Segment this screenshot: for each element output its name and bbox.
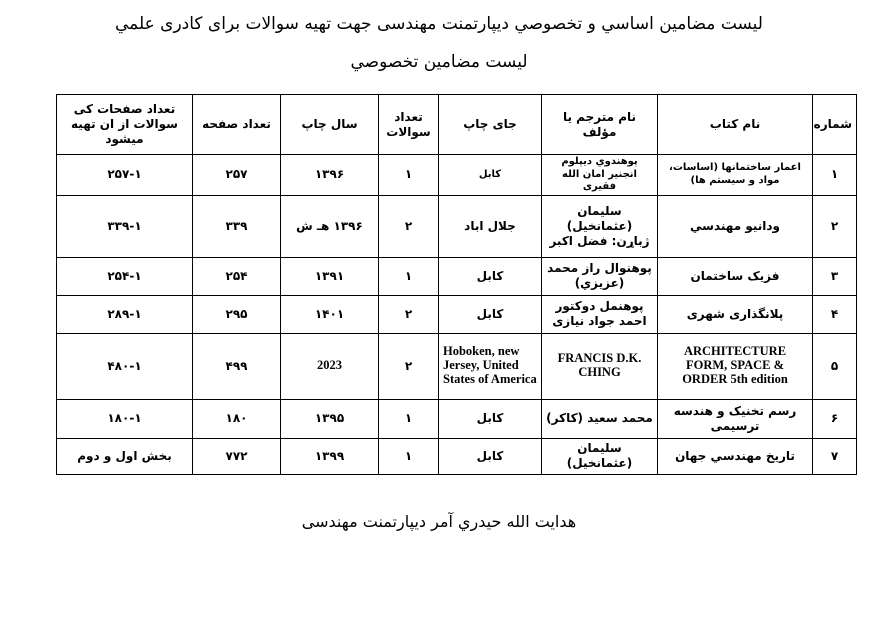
table-row — [57, 333, 857, 399]
signature-line: هدایت الله حیدري آمر ديپارتمنت مهندسی — [301, 512, 577, 531]
table-header-row — [57, 95, 857, 155]
cell-questions: ١ — [379, 399, 439, 438]
table-row — [57, 399, 857, 438]
cell-author: FRANCIS D.K. CHING — [542, 333, 658, 399]
cell-question-pages: ١-٢۵٧ — [57, 155, 193, 196]
cell-question-pages: ١-٢٨٩ — [57, 295, 193, 333]
cell-pages: ٢۵٧ — [193, 155, 281, 196]
cell-pages: ٣٣٩ — [193, 195, 281, 257]
cell-question-pages: ١-١٨٠ — [57, 399, 193, 438]
cell-book-name: رسم تخنیک و هندسه ترسیمی — [658, 399, 813, 438]
cell-author: پوهنوال راز محمد (عزیزي) — [542, 257, 658, 295]
cell-questions: ٢ — [379, 195, 439, 257]
cell-pages: ٢۵۴ — [193, 257, 281, 295]
cell-pages: ٧٧٢ — [193, 438, 281, 474]
cell-question-pages: ١-٣٣٩ — [57, 195, 193, 257]
cell-questions: ٢ — [379, 333, 439, 399]
cell-author: محمد سعید (کاکر) — [542, 399, 658, 438]
cell-question-pages: بخش اول و دوم — [57, 438, 193, 474]
table-row — [57, 295, 857, 333]
cell-number: ۶ — [813, 399, 857, 438]
table-row — [57, 155, 857, 196]
cell-pages: ۴٩٩ — [193, 333, 281, 399]
cell-book-name: فزیک ساختمان — [658, 257, 813, 295]
cell-year: 2023 — [281, 333, 379, 399]
cell-questions: ١ — [379, 155, 439, 196]
cell-year: ١٣٩۵ — [281, 399, 379, 438]
cell-number: ٣ — [813, 257, 857, 295]
cell-question-pages: ١-٢۵۴ — [57, 257, 193, 295]
cell-questions: ٢ — [379, 295, 439, 333]
cell-book-name: اعمار ساختمانها (اساسات، مواد و سیستم ها) — [658, 155, 813, 196]
cell-place: جلال اباد — [439, 195, 542, 257]
header-question-pages: تعداد صفحات کی سوالات از ان تهیه میشود — [57, 95, 193, 155]
header-questions: تعداد سوالات — [379, 95, 439, 155]
cell-year: ١٣٩۶ — [281, 155, 379, 196]
cell-year: ١۴٠١ — [281, 295, 379, 333]
table-row — [57, 438, 857, 474]
cell-questions: ١ — [379, 438, 439, 474]
cell-number: ١ — [813, 155, 857, 196]
cell-book-name: پلانگذاری شهری — [658, 295, 813, 333]
cell-book-name: ودانیو مهندسي — [658, 195, 813, 257]
cell-place: Hoboken, new Jersey, United States of America — [439, 333, 542, 399]
cell-number: ۴ — [813, 295, 857, 333]
cell-place: کابل — [439, 257, 542, 295]
cell-year: ١٣٩٩ — [281, 438, 379, 474]
cell-author: سلیمان (عثمانخیل) — [542, 438, 658, 474]
cell-place: کابل — [439, 295, 542, 333]
header-year: سال چاپ — [281, 95, 379, 155]
cell-year: ١٣٩۶ هـ ش — [281, 195, 379, 257]
header-number: شماره — [813, 95, 857, 155]
cell-author: پوهندوي ديپلوم انجنیر امان الله فقیری — [542, 155, 658, 196]
cell-question-pages: ١-۴٨٠ — [57, 333, 193, 399]
document-subtitle: لیست مضامین تخصوصي — [350, 52, 528, 72]
table-row — [57, 257, 857, 295]
cell-place: کابل — [439, 155, 542, 196]
header-book-name: نام کتاب — [658, 95, 813, 155]
cell-pages: ١٨٠ — [193, 399, 281, 438]
document-title: لیست مضامین اساسي و تخصوصي ديپارتمنت مهندسی جهت تهیه سوالات برای کادری علمي — [114, 14, 763, 34]
cell-place: کابل — [439, 399, 542, 438]
cell-number: ٧ — [813, 438, 857, 474]
cell-number: ۵ — [813, 333, 857, 399]
cell-author: پوهنمل دوکتور احمد جواد نیازی — [542, 295, 658, 333]
cell-pages: ٢٩۵ — [193, 295, 281, 333]
cell-author: سلیمان (عثمانخیل) ژباړن: فضل اکبر — [542, 195, 658, 257]
cell-number: ٢ — [813, 195, 857, 257]
cell-place: کابل — [439, 438, 542, 474]
subjects-table — [56, 94, 857, 475]
cell-book-name: ARCHITECTURE FORM, SPACE & ORDER 5th edition — [658, 333, 813, 399]
table-row — [57, 195, 857, 257]
header-author: نام مترجم یا مؤلف — [542, 95, 658, 155]
header-pages: تعداد صفحه — [193, 95, 281, 155]
header-place: جای چاپ — [439, 95, 542, 155]
cell-year: ١٣٩١ — [281, 257, 379, 295]
cell-book-name: تاریخ مهندسي جهان — [658, 438, 813, 474]
cell-questions: ١ — [379, 257, 439, 295]
